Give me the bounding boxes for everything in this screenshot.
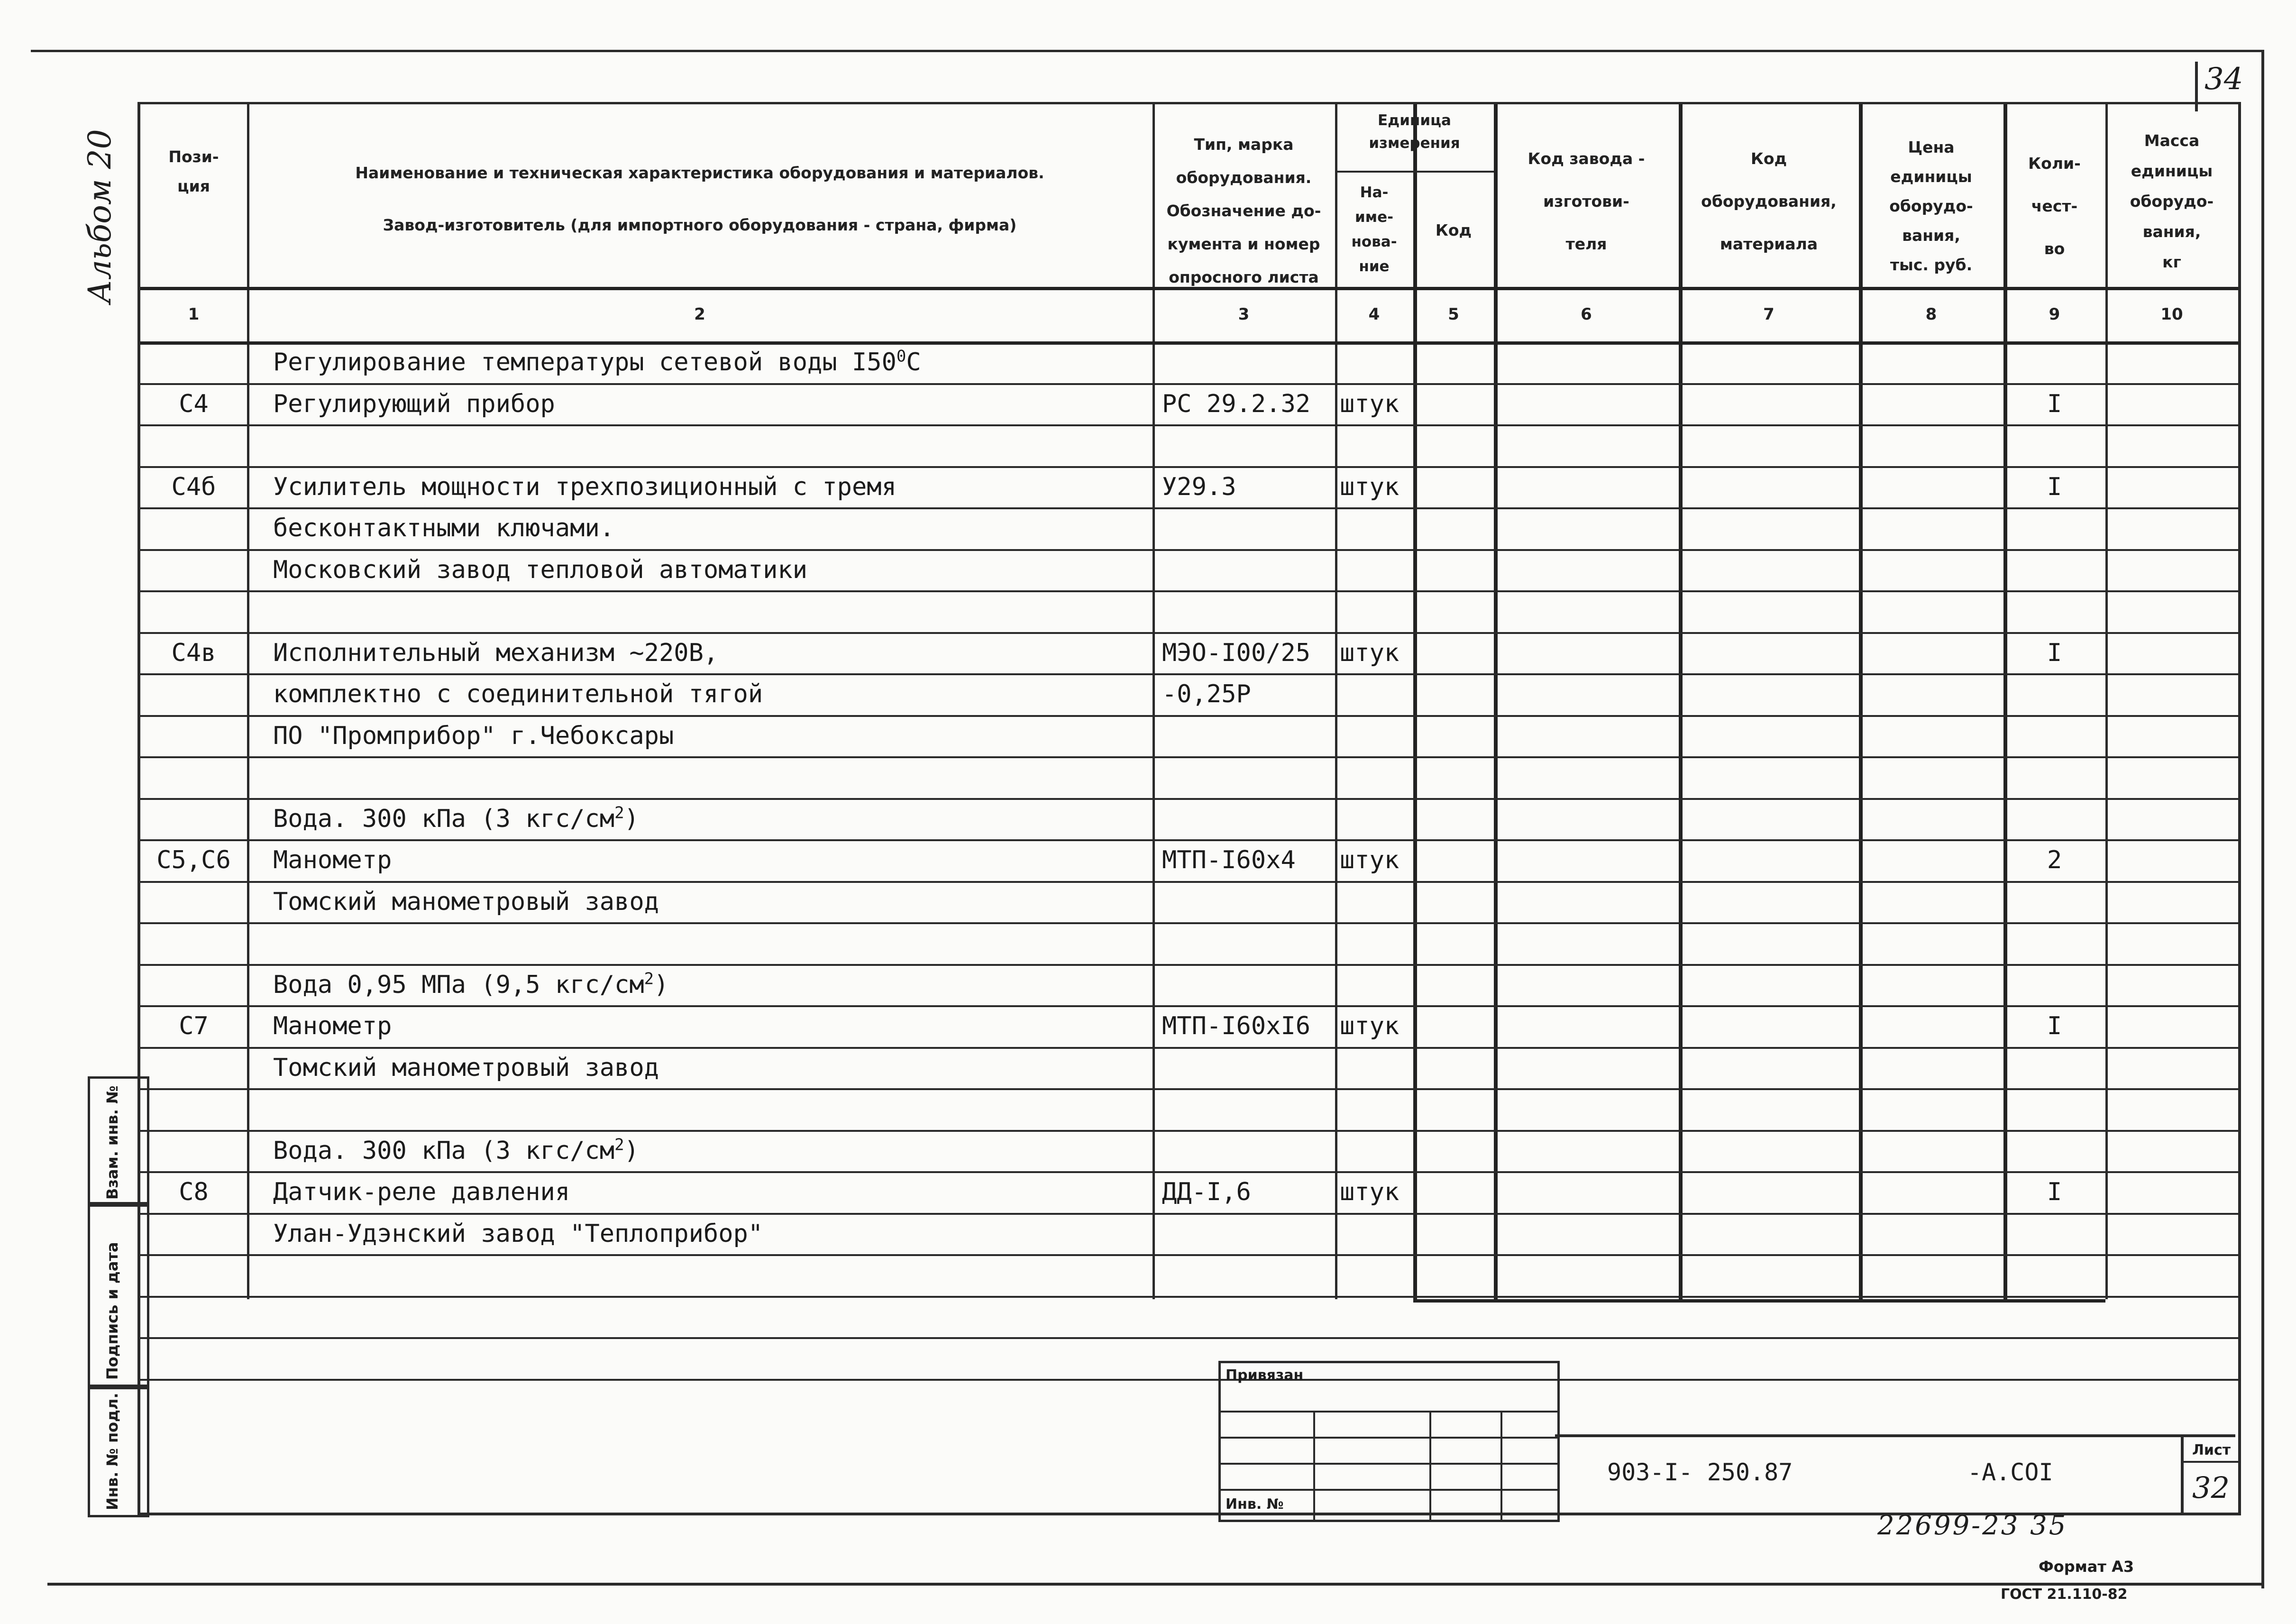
cell-unit: штук [1340, 638, 1400, 667]
cell-type: МТП-I60х4 [1162, 846, 1296, 874]
cell-quantity: I [2047, 472, 2062, 501]
column-divider [1494, 104, 1498, 1299]
sheet-label: Лист [2192, 1442, 2231, 1459]
column-number: 10 [2160, 305, 2183, 324]
cell-name: Московский завод тепловой автоматики [273, 555, 808, 584]
header-mass: Масса единицы оборудо- вания, кг [2130, 131, 2214, 271]
header-unit-code: Код [1435, 221, 1472, 239]
header-bottom-line [140, 287, 2238, 290]
row-divider [140, 1213, 2238, 1215]
header-position: Пози- ция [168, 147, 219, 195]
cell-type: -0,25Р [1162, 680, 1251, 708]
cell-name: ПО "Промприбор" г.Чебоксары [273, 721, 674, 750]
column-divider [1153, 104, 1155, 1299]
binding-stamp-title: Привязан [1226, 1367, 1304, 1384]
column-divider [1335, 104, 1337, 1299]
cell-position: С7 [179, 1012, 209, 1040]
cell-unit: штук [1340, 389, 1400, 418]
cell-quantity: 2 [2047, 846, 2062, 874]
unit-group-divider [1335, 171, 1494, 173]
row-divider [140, 424, 2238, 426]
row-divider [140, 1005, 2238, 1007]
column-divider [1679, 104, 1683, 1299]
column-number: 1 [188, 305, 200, 324]
row-divider [140, 1047, 2238, 1049]
cell-quantity: I [2047, 389, 2062, 418]
column-divider [1413, 104, 1417, 1299]
cell-unit: штук [1340, 472, 1400, 501]
row-divider [140, 1337, 2238, 1339]
cell-type: МЭО-I00/25 [1162, 638, 1311, 667]
cell-unit: штук [1340, 846, 1400, 874]
side-box-inventory: Инв. № подл. [88, 1385, 149, 1517]
row-divider [140, 964, 2238, 966]
row-divider [140, 383, 2238, 385]
row-divider [140, 881, 2238, 883]
row-divider [140, 715, 2238, 717]
row-divider [140, 1379, 2238, 1381]
handwritten-archive-number: 22699-23 35 [1877, 1510, 2068, 1541]
cell-position: С4 [179, 389, 209, 418]
column-number: 8 [1925, 305, 1937, 324]
gost-label: ГОСТ 21.110-82 [2001, 1586, 2128, 1603]
cell-unit: штук [1340, 1012, 1400, 1040]
cell-name: Томский манометровый завод [273, 887, 659, 916]
cell-name: Вода. 300 кПа (3 кгс/$см^2$) [273, 1135, 639, 1165]
row-divider [140, 1171, 2238, 1173]
cell-type: РС 29.2.32 [1162, 389, 1311, 418]
column-number: 9 [2049, 305, 2060, 324]
document-code: 903-I- 250.87 [1607, 1459, 1793, 1486]
document-suffix: -А.COI [1967, 1459, 2053, 1486]
cell-type: МТП-I60хI6 [1162, 1012, 1311, 1040]
title-block [1555, 1434, 2235, 1515]
row-divider [140, 1088, 2238, 1090]
side-box-signature: Подпись и дата [88, 1202, 149, 1389]
row-divider [140, 839, 2238, 841]
column-number: 3 [1238, 305, 1250, 324]
column-number: 5 [1448, 305, 1459, 324]
specification-table [137, 102, 2241, 1515]
cell-name: Манометр [273, 846, 392, 874]
cell-name: Усилитель мощности трехпозиционный с тремя [273, 472, 896, 501]
cell-position: С4в [171, 638, 216, 667]
cell-name: Манометр [273, 1012, 392, 1040]
column-divider [2105, 104, 2108, 1299]
cell-quantity: I [2047, 638, 2062, 667]
column-divider [1859, 104, 1863, 1299]
row-divider [140, 466, 2238, 468]
album-label: Альбом 20 [82, 129, 118, 303]
cell-name: Томский манометровый завод [273, 1053, 659, 1082]
header-price: Цена единицы оборудо- вания, тыс. руб. [1889, 138, 1973, 274]
cell-quantity: I [2047, 1012, 2062, 1040]
column-number: 2 [694, 305, 705, 324]
row-divider [140, 507, 2238, 509]
cell-name: бесконтактными ключами. [273, 514, 615, 542]
cell-unit: штук [1340, 1178, 1400, 1206]
header-equipment-code: Код оборудования, материала [1701, 149, 1837, 253]
header-name: Наименование и техническая характеристика оборудования и материалов. Завод-изготовитель (для импортного оборудования - страна, фирма) [355, 164, 1044, 234]
cell-name: Вода 0,95 МПа (9,5 кгс/$см^2$) [273, 969, 669, 999]
column-divider [247, 104, 249, 1299]
binding-stamp-inventory: Инв. № [1226, 1496, 1284, 1513]
row-divider [140, 1130, 2238, 1132]
cell-name: Регулирующий прибор [273, 389, 555, 418]
sheet-cell [2181, 1437, 2238, 1515]
cell-quantity: I [2047, 1178, 2062, 1206]
header-unit-name: На- име- нова- ние [1351, 184, 1397, 275]
cell-position: С5,С6 [156, 846, 231, 874]
cell-name: Улан-Удэнский завод "Теплоприбор" [273, 1219, 763, 1248]
sheet-frame-bottom [47, 1583, 2264, 1586]
row-divider [140, 922, 2238, 924]
cell-type: У29.3 [1162, 472, 1236, 501]
column-numbers-bottom-line [140, 341, 2238, 345]
binding-stamp [1218, 1361, 1560, 1522]
sheet-number: 32 [2192, 1470, 2230, 1505]
cell-name: Датчик-реле давления [273, 1178, 570, 1206]
side-box-replacement: Взам. инв. № [88, 1076, 149, 1207]
row-divider [140, 590, 2238, 592]
column-number: 4 [1368, 305, 1380, 324]
top-sheet-number: 34 [2205, 62, 2243, 97]
cell-name: Исполнительный механизм ~220В, [273, 638, 719, 667]
row-divider [140, 673, 2238, 675]
body-bottom-line [1413, 1299, 2105, 1303]
row-divider [140, 549, 2238, 551]
header-quantity: Коли- чест- во [2028, 154, 2081, 258]
row-divider [140, 1296, 2238, 1298]
cell-name: Регулирование температуры сетевой воды $I50^0С$ [273, 347, 921, 376]
column-number: 6 [1581, 305, 1592, 324]
cell-position: С4б [171, 472, 216, 501]
row-divider [140, 1254, 2238, 1256]
column-divider [2003, 104, 2007, 1299]
row-divider [140, 756, 2238, 758]
cell-type: ДД-I,6 [1162, 1178, 1251, 1206]
column-number: 7 [1763, 305, 1775, 324]
row-divider [140, 632, 2238, 634]
cell-position: С8 [179, 1178, 209, 1206]
row-divider [140, 798, 2238, 800]
cell-name: комплектно с соединительной тягой [273, 680, 763, 708]
format-label: Формат А3 [2039, 1558, 2134, 1576]
header-type: Тип, марка оборудования. Обозначение до- кумента и номер опросного листа [1166, 135, 1321, 286]
cell-name: Вода. 300 кПа (3 кгс/$см^2$) [273, 803, 639, 833]
header-unit-group: Единица измерения [1369, 112, 1460, 152]
header-factory-code: Код завода - изготови- теля [1528, 149, 1645, 253]
